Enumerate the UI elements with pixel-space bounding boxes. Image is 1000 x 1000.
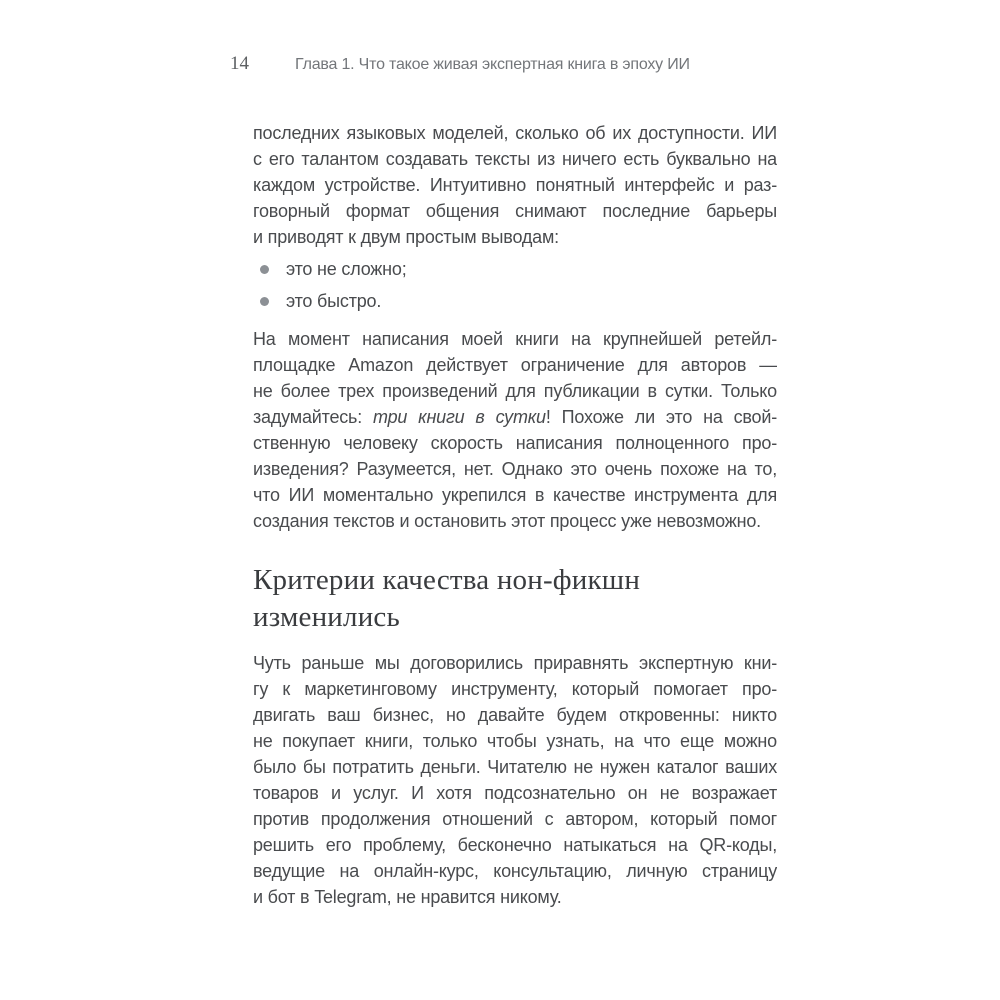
text-line: не покупает книги, только чтобы узнать, на что еще можно [253,731,777,751]
text-line: последних языковых моделей, сколько об их доступности. ИИ [253,123,777,143]
text-line: задумайтесь: три книги в сутки! Похоже ли это на свой- [253,407,777,427]
conclusions-list [253,256,777,314]
text-line: гу к маркетинговому инструменту, который помогает про- [253,679,777,699]
text-line: с его талантом создавать тексты из ничего есть буквально на [253,149,777,169]
text-line: На момент написания моей книги на крупнейшей ретейл- [253,329,777,349]
paragraph-1 [253,120,777,250]
page-number: 14 [230,53,249,74]
heading-line: Критерии качества нон-фикшн [253,564,641,596]
text-line: товаров и услуг. И хотя подсознательно он не возражает [253,783,777,803]
text-line: решить его проблему, бесконечно натыкаться на QR-коды, [253,835,777,855]
text-line: не более трех произведений для публикации в сутки. Только [253,381,777,401]
text-line: и бот в Telegram, не нравится никому. [253,887,562,907]
text-line: ведущие на онлайн-курс, консультацию, личную страницу [253,861,777,881]
running-header-title: Глава 1. Что такое живая экспертная книга в эпоху ИИ [295,56,690,73]
text-line: изведения? Разумеется, нет. Однако это очень похоже на то, [253,459,777,479]
text-line: ственную человеку скорость написания полноценного про- [253,433,777,453]
bullet-icon [260,265,269,274]
text-line: каждом устройстве. Интуитивно понятный интерфейс и раз- [253,175,777,195]
section-heading [253,562,777,636]
paragraph-2 [253,326,777,534]
list-item [253,288,777,314]
text-line: площадке Amazon действует ограничение для авторов — [253,355,777,375]
paragraph-3 [253,650,777,910]
text-line: Чуть раньше мы договорились приравнять экспертную кни- [253,653,777,673]
bullet-label: это быстро. [286,291,382,311]
text-line: было бы потратить деньги. Читателю не нужен каталог ваших [253,757,777,777]
text-line: говорный формат общения снимают последние барьеры [253,201,777,221]
list-item [253,256,777,282]
heading-line: изменились [253,601,400,633]
text-line: против продолжения отношений с автором, который помог [253,809,777,829]
text-line: двигать ваш бизнес, но давайте будем откровенны: никто [253,705,777,725]
bullet-label: это не сложно; [286,259,407,279]
text-line: создания текстов и остановить этот процесс уже невозможно. [253,511,761,531]
text-line: и приводят к двум простым выводам: [253,227,559,247]
bullet-icon [260,297,269,306]
text-line: что ИИ моментально укрепился в качестве инструмента для [253,485,777,505]
page-body [253,0,777,910]
